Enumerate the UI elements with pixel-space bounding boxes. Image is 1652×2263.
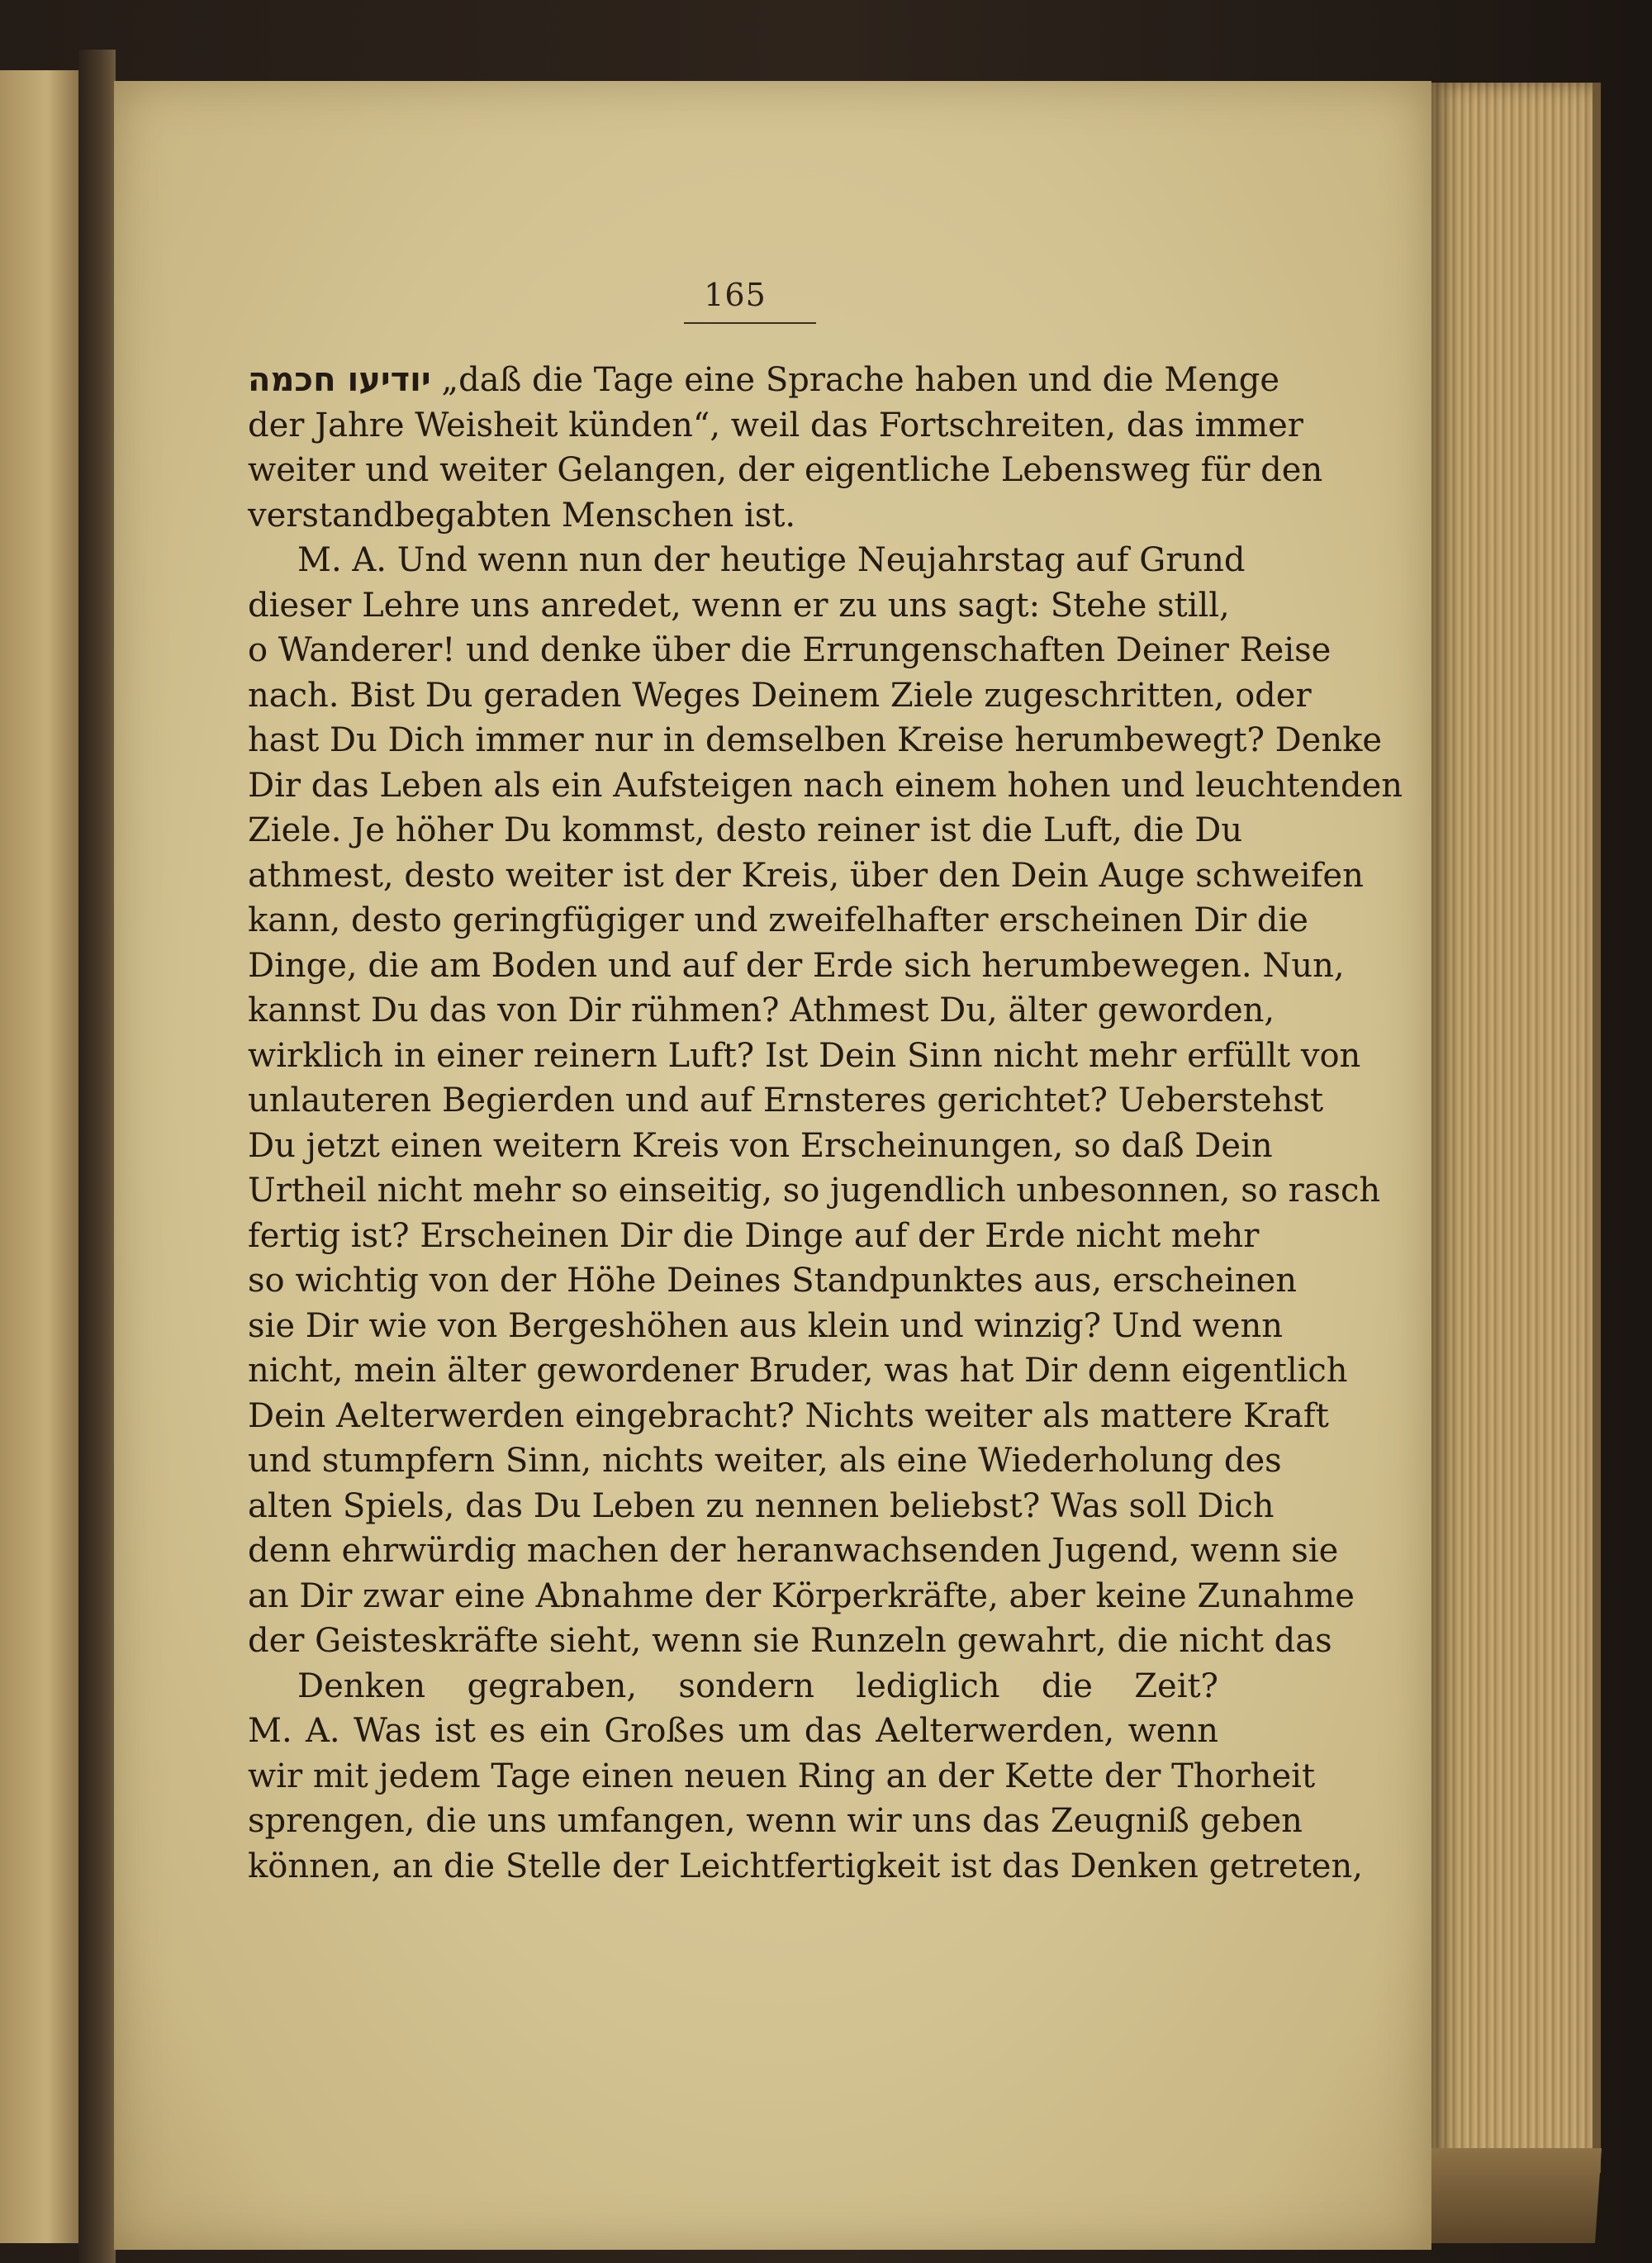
text-line: so wichtig von der Höhe Deines Standpunktes aus, erscheinen [248, 1262, 1298, 1300]
text-line: kann, desto geringfügiger und zweifelhafter erscheinen Dir die [248, 901, 1308, 939]
text-line: Dinge, die am Boden und auf der Erde sich herumbewegen. Nun, [248, 946, 1345, 985]
first-line-text: „daß die Tage eine Sprache haben und die Menge [441, 361, 1279, 399]
text-line: hast Du Dich immer nur in demselben Kreise herumbewegt? Denke [248, 721, 1383, 759]
text-line: M. A. Was ist es ein Großes um das Aelterwerden, wenn [248, 1712, 1218, 1750]
text-line: weiter und weiter Gelangen, der eigentliche Lebensweg für den [248, 451, 1323, 489]
text-line: denn ehrwürdig machen der heranwachsenden Jugend, wenn sie [248, 1532, 1339, 1570]
text-line: fertig ist? Erscheinen Dir die Dinge auf der Erde nicht mehr [248, 1216, 1260, 1255]
text-line: dieser Lehre uns anredet, wenn er zu uns sagt: Stehe still, [248, 586, 1230, 625]
text-line: nicht, mein älter gewordener Bruder, was hat Dir denn eigentlich [248, 1352, 1348, 1390]
text-line: M. A. Und wenn nun der heutige Neujahrstag auf Grund [297, 541, 1246, 579]
page-edges-stack [1431, 83, 1601, 2173]
text-line: Dir das Leben als ein Aufsteigen nach einem hohen und leuchtenden [248, 766, 1403, 805]
text-line: verstandbegabten Menschen ist. [248, 496, 796, 535]
text-line: Denken gegraben, sondern lediglich die Zeit? [297, 1666, 1218, 1705]
text-line: können, an die Stelle der Leichtfertigkeit ist das Denken getreten, [248, 1847, 1363, 1885]
text-line: an Dir zwar eine Abnahme der Körperkräfte, aber keine Zunahme [248, 1576, 1355, 1615]
text-line: Ziele. Je höher Du kommst, desto reiner ist die Luft, die Du [248, 811, 1243, 849]
page-number-rule [684, 322, 816, 324]
text-line: alten Spiels, das Du Leben zu nennen beliebst? Was soll Dich [248, 1486, 1275, 1525]
text-line: sprengen, die uns umfangen, wenn wir uns das Zeugniß geben [248, 1802, 1303, 1840]
text-line: Urtheil nicht mehr so einseitig, so jugendlich unbesonnen, so rasch [248, 1172, 1381, 1210]
text-line: der Geisteskräfte sieht, wenn sie Runzeln gewahrt, die nicht das [248, 1622, 1332, 1660]
book-gutter [78, 50, 116, 2263]
text-line: unlauteren Begierden und auf Ernsteres gerichtet? Ueberstehst [248, 1082, 1324, 1120]
text-line: wir mit jedem Tage einen neuen Ring an der Kette der Thorheit [248, 1757, 1316, 1795]
page-body-text [248, 358, 1403, 1889]
text-line: athmest, desto weiter ist der Kreis, über den Dein Auge schweifen [248, 856, 1364, 895]
text-line: kannst Du das von Dir rühmen? Athmest Du, älter geworden, [248, 991, 1275, 1029]
text-line: sie Dir wie von Bergeshöhen aus klein und winzig? Und wenn [248, 1306, 1284, 1345]
text-line: nach. Bist Du geraden Weges Deinem Ziele zugeschritten, oder [248, 676, 1312, 715]
text-line: wirklich in einer reinern Luft? Ist Dein Sinn nicht mehr erfüllt von [248, 1036, 1361, 1075]
text-line-1 [248, 358, 1279, 403]
text-line: Du jetzt einen weitern Kreis von Erscheinungen, so daß Dein [248, 1126, 1273, 1165]
text-line: und stumpfern Sinn, nichts weiter, als eine Wiederholung des [248, 1442, 1282, 1480]
page-number: 165 [704, 277, 767, 313]
text-line: o Wanderer! und denke über die Errungenschaften Deiner Reise [248, 631, 1332, 669]
left-page-edge [0, 70, 83, 2243]
text-line: der Jahre Weisheit künden“, weil das Fortschreiten, das immer [248, 406, 1303, 445]
text-line: Dein Aelterwerden eingebracht? Nichts weiter als mattere Kraft [248, 1396, 1329, 1435]
hebrew-quote: יודיעו חכמה [248, 361, 431, 399]
